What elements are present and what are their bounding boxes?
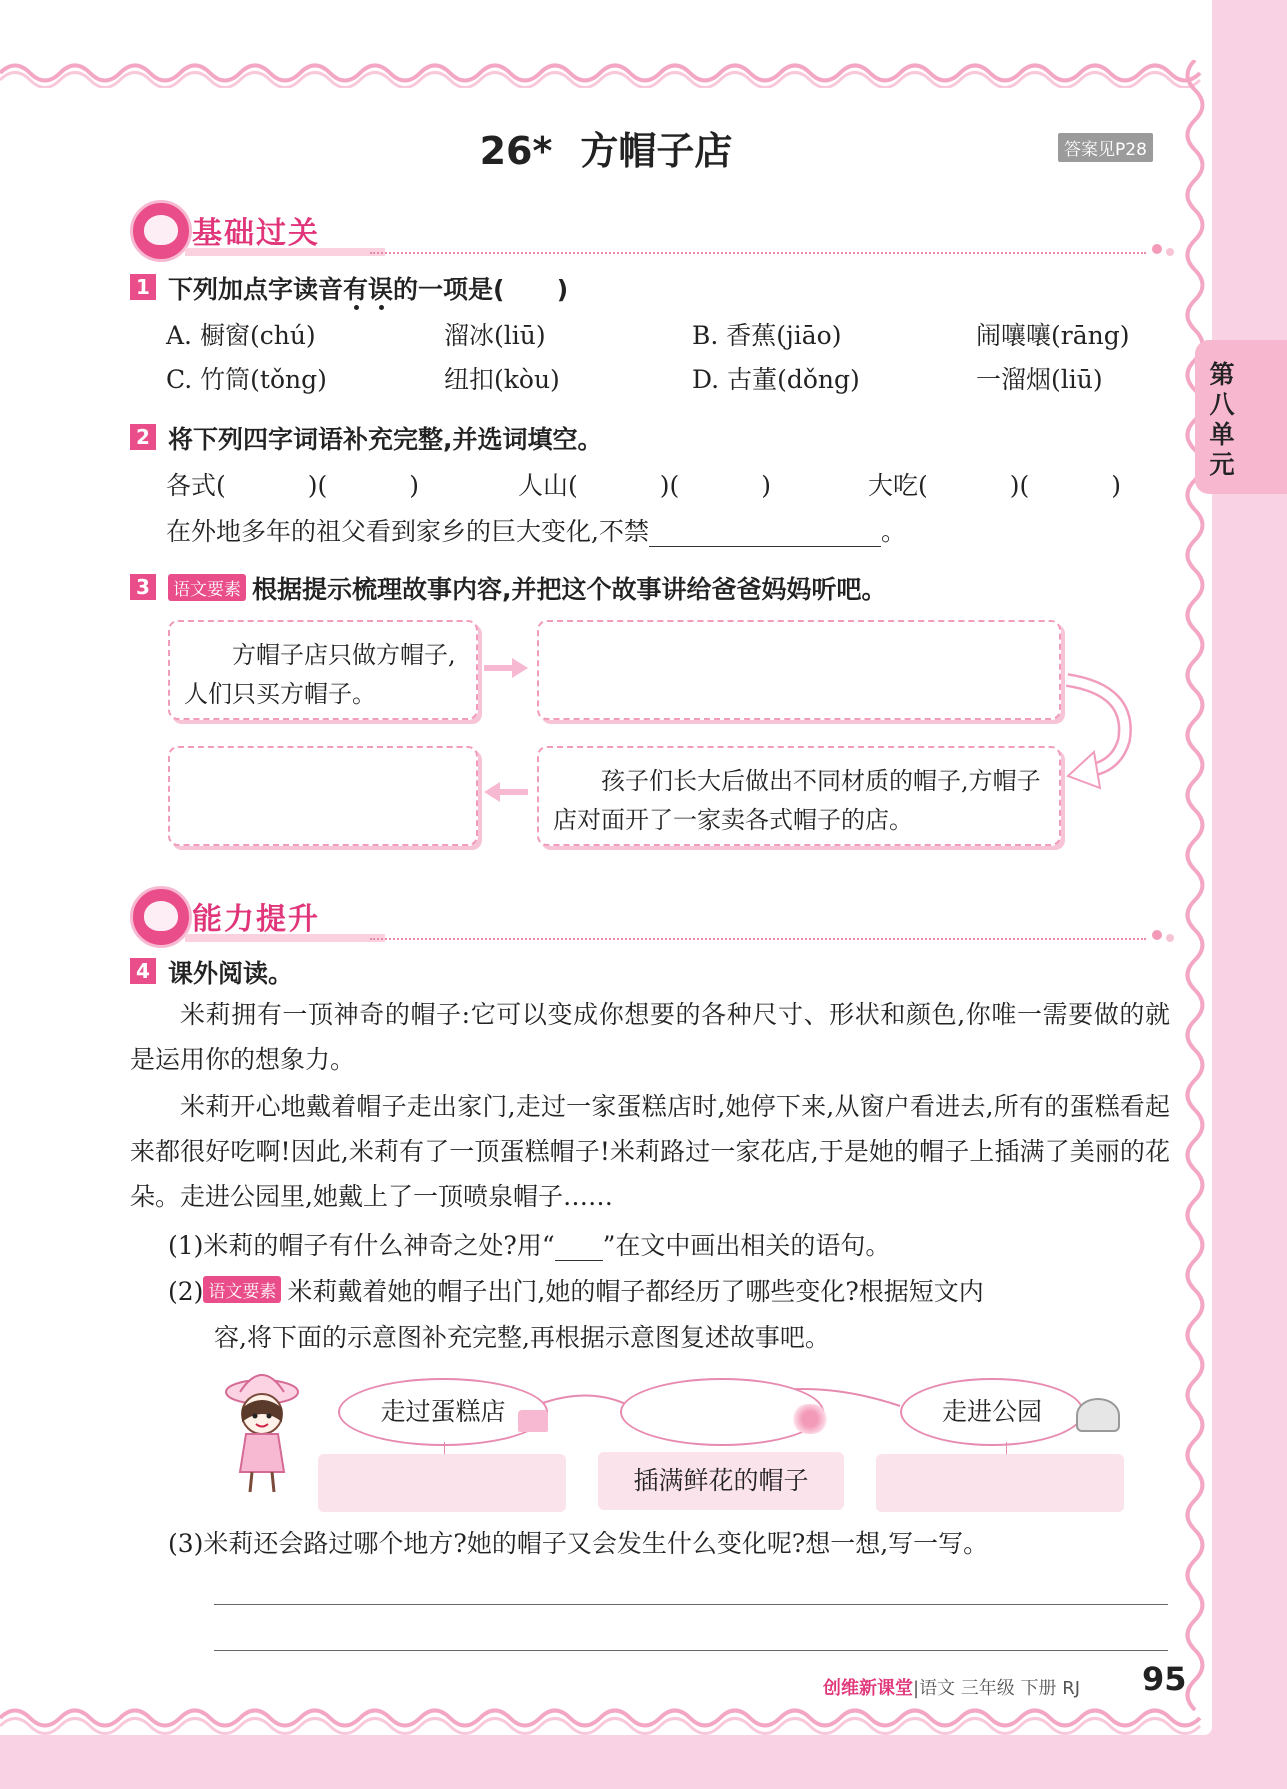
- option-label: A.: [166, 321, 193, 350]
- arrow-right-icon: [484, 658, 528, 678]
- idiom-text: ): [1111, 471, 1122, 500]
- story-box-2[interactable]: [537, 620, 1061, 720]
- unit-tab-char: 元: [1209, 450, 1235, 479]
- question-number: 2: [130, 424, 156, 450]
- book-info: |语文 三年级 下册 RJ: [913, 1678, 1081, 1699]
- question-4-stem: 课外阅读。: [168, 959, 294, 988]
- sub-number: (2): [168, 1277, 204, 1306]
- emphasis-char: 误: [368, 275, 394, 304]
- fountain-icon: [1076, 1398, 1120, 1432]
- stem-text: 的一项是(: [393, 275, 505, 304]
- question-number: 3: [130, 574, 156, 600]
- story-box-text: 方帽子店只做方帽子,人们只买方帽子。: [184, 641, 456, 708]
- question-1-stem: [168, 270, 568, 306]
- answer-reference-badge: 答案见P28: [1058, 133, 1153, 162]
- wave-border-top: [0, 58, 1212, 88]
- subquestion-3: (3)米莉还会路过哪个地方?她的帽子又会发生什么变化呢?想一想,写一写。: [168, 1529, 989, 1558]
- lesson-name: 方帽子店: [580, 129, 733, 173]
- option-c[interactable]: [166, 360, 327, 396]
- sentence-end: 。: [880, 517, 906, 546]
- cake-icon: [518, 1410, 548, 1432]
- idiom-text: )(: [307, 471, 328, 500]
- dot-decoration: [1152, 244, 1162, 254]
- writing-line-2[interactable]: [214, 1650, 1168, 1651]
- writing-line-1[interactable]: [214, 1604, 1168, 1605]
- bubble-cake-shop: 走过蛋糕店: [338, 1378, 548, 1446]
- dot-decoration: [1152, 930, 1162, 940]
- option-label: B.: [692, 321, 719, 350]
- fill-sentence: [166, 512, 906, 548]
- idiom-text: ): [761, 471, 772, 500]
- option-label: D.: [692, 365, 720, 394]
- subquestion-2-cont: 容,将下面的示意图补充完整,再根据示意图复述故事吧。: [214, 1323, 830, 1352]
- brand-name: 创维新课堂: [823, 1678, 913, 1699]
- stem-text: 下列加点字读音: [168, 275, 344, 304]
- question-number: 4: [130, 958, 156, 984]
- option-d[interactable]: [692, 360, 860, 396]
- wave-border-right: [1180, 60, 1220, 1720]
- emphasis-char: 有: [343, 275, 369, 304]
- unit-side-tab: [1195, 340, 1287, 494]
- option-word: 竹筒(tǒng): [200, 365, 327, 394]
- answer-blank[interactable]: [504, 275, 556, 304]
- option-word: 橱窗(chú): [199, 321, 316, 350]
- option-a[interactable]: [166, 316, 316, 352]
- stem-text: 根据提示梳理故事内容,并把这个故事讲给爸爸妈妈听吧。: [252, 575, 887, 604]
- section-ability: [130, 886, 1170, 946]
- girl-with-hat-icon: [222, 1362, 302, 1496]
- flower-icon: [790, 1404, 830, 1434]
- idiom-text: )(: [659, 471, 680, 500]
- option-a-word2: 溜冰(liū): [444, 321, 546, 350]
- option-b-word2: 闹嚷嚷(rāng): [976, 321, 1130, 350]
- sentence-text: 在外地多年的祖父看到家乡的巨大变化,不禁: [166, 517, 649, 546]
- story-box-3[interactable]: [168, 746, 478, 846]
- idiom-text: ): [409, 471, 420, 500]
- language-element-tag: 语文要素: [203, 1276, 281, 1303]
- arrow-left-icon: [484, 782, 528, 802]
- reading-paragraph-2: 米莉开心地戴着帽子走出家门,走过一家蛋糕店时,她停下来,从窗户看进去,所有的蛋糕看起来都很好吃啊!因此,米莉有了一顶蛋糕帽子!米莉路过一家花店,于是她的帽子上插满了美丽的花朵。走进公园里,她戴上了一顶喷泉帽子……: [130, 1092, 1170, 1211]
- sub-text: 米莉戴着她的帽子出门,她的帽子都经历了哪些变化?根据短文内: [287, 1277, 984, 1306]
- bubble-park: 走进公园: [900, 1378, 1084, 1446]
- sub-text: (1)米莉的帽子有什么神奇之处?用“: [168, 1231, 555, 1260]
- reading-paragraph-1: 米莉拥有一顶神奇的帽子:它可以变成你想要的各种尺寸、形状和颜色,你唯一需要做的就是运用你的想象力。: [130, 1000, 1170, 1074]
- dot-decoration: [1166, 934, 1174, 942]
- wave-border-bottom: [0, 1700, 1212, 1740]
- curved-arrow-icon: [1062, 670, 1136, 798]
- hat-box-3[interactable]: [876, 1454, 1124, 1512]
- animal-face-icon: [130, 886, 192, 948]
- idiom-1[interactable]: [166, 466, 419, 502]
- section-basic: [130, 200, 1170, 260]
- subquestion-2: [168, 1272, 984, 1308]
- section-title: 能力提升: [192, 902, 320, 937]
- question-number: 1: [130, 274, 156, 300]
- idiom-3[interactable]: [868, 466, 1121, 502]
- lesson-title: [0, 120, 1212, 175]
- dot-decoration: [1166, 248, 1174, 256]
- idiom-text: 各式(: [166, 471, 226, 500]
- option-word: 古董(dǒng): [727, 365, 860, 394]
- story-box-1: [168, 620, 478, 720]
- stem-text: ): [556, 275, 569, 304]
- dotted-divider: [370, 938, 1146, 940]
- language-element-tag: 语文要素: [168, 574, 246, 601]
- option-word: 香蕉(jiāo): [726, 321, 842, 350]
- idiom-2[interactable]: [518, 466, 771, 502]
- unit-tab-label: [1207, 360, 1237, 480]
- idiom-text: )(: [1009, 471, 1030, 500]
- page-number: 95: [1142, 1660, 1187, 1698]
- question-2-stem: 将下列四字词语补充完整,并选词填空。: [168, 425, 603, 454]
- section-title: 基础过关: [192, 216, 320, 251]
- dotted-divider: [370, 252, 1146, 254]
- idiom-text: 人山(: [518, 471, 578, 500]
- sub-text: ”在文中画出相关的语句。: [602, 1231, 891, 1260]
- question-3-stem: [168, 570, 887, 606]
- idiom-text: 大吃(: [868, 471, 928, 500]
- unit-tab-char: 八: [1209, 390, 1235, 419]
- subquestion-1: [168, 1226, 890, 1262]
- option-d-word2: 一溜烟(liū): [976, 365, 1103, 394]
- story-box-4: [537, 746, 1061, 846]
- lesson-number: 26*: [479, 129, 553, 173]
- unit-tab-char: 第: [1209, 360, 1235, 389]
- footer-brand: [823, 1674, 1080, 1700]
- hat-box-2: 插满鲜花的帽子: [598, 1452, 844, 1510]
- story-box-text: 孩子们长大后做出不同材质的帽子,方帽子店对面开了一家卖各式帽子的店。: [553, 767, 1041, 834]
- girl-face-icon: [130, 200, 192, 262]
- option-label: C.: [166, 365, 193, 394]
- option-c-word2: 纽扣(kòu): [444, 365, 560, 394]
- hat-box-1[interactable]: [318, 1454, 566, 1512]
- sentence-blank[interactable]: [649, 517, 881, 547]
- option-b[interactable]: [692, 316, 842, 352]
- underline-sample: [555, 1231, 603, 1261]
- unit-tab-char: 单: [1209, 420, 1235, 449]
